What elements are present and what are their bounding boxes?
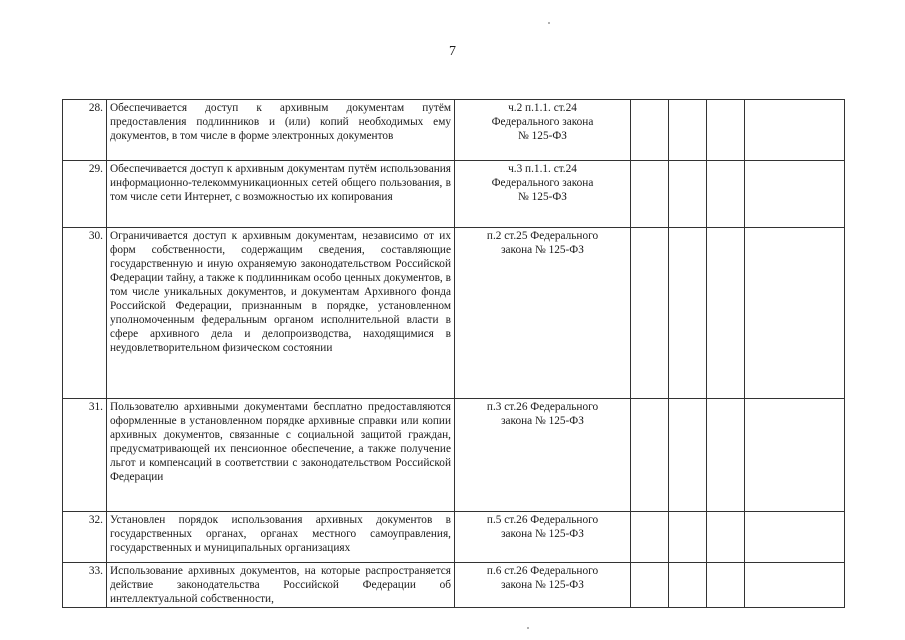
page-number: 7	[449, 44, 456, 59]
answer-cell	[745, 512, 845, 563]
answer-cell	[707, 399, 745, 512]
answer-cell	[707, 563, 745, 608]
answer-cell	[631, 399, 669, 512]
legal-reference-line: п.6 ст.26 Федерального	[486, 565, 599, 577]
legal-reference	[455, 399, 631, 512]
answer-cell	[707, 512, 745, 563]
table-row	[63, 563, 845, 608]
row-number: 32.	[63, 512, 107, 563]
legal-reference	[455, 100, 631, 161]
answer-cell	[631, 563, 669, 608]
legal-reference-line: ч.3 п.1.1. ст.24	[508, 163, 577, 175]
row-number: 31.	[63, 399, 107, 512]
legal-reference-line: закона № 125-ФЗ	[501, 528, 584, 540]
legal-reference-line: закона № 125-ФЗ	[501, 244, 584, 256]
requirement-text: Обеспечивается доступ к архивным документам путём предоставления подлинников и (или) копий необходимых ему документов, в том числе в форме электронных документов	[107, 100, 455, 161]
row-number: 33.	[63, 563, 107, 608]
answer-cell	[669, 563, 707, 608]
table-row	[63, 399, 845, 512]
answer-cell	[631, 161, 669, 228]
legal-reference	[455, 563, 631, 608]
answer-cell	[669, 228, 707, 399]
requirement-text: Обеспечивается доступ к архивным документам путём использования информационно-телекоммуникационных сетей общего пользования, в том числе сети Интернет, с возможностью их копирования	[107, 161, 455, 228]
legal-reference-line: Федерального закона	[491, 116, 594, 128]
legal-reference-line: п.2 ст.25 Федерального	[486, 230, 599, 242]
legal-reference	[455, 228, 631, 399]
answer-cell	[707, 228, 745, 399]
answer-cell	[631, 228, 669, 399]
legal-reference	[455, 512, 631, 563]
table-row	[63, 161, 845, 228]
legal-reference-line: п.3 ст.26 Федерального	[486, 401, 599, 413]
requirement-text: Установлен порядок использования архивных документов в государственных органах, органах местного самоуправления, государственных и муниципальных организациях	[107, 512, 455, 563]
answer-cell	[707, 100, 745, 161]
answer-cell	[669, 399, 707, 512]
legal-reference-line: п.5 ст.26 Федерального	[486, 514, 599, 526]
answer-cell	[745, 228, 845, 399]
answer-cell	[669, 512, 707, 563]
row-number: 30.	[63, 228, 107, 399]
legal-reference-line: закона № 125-ФЗ	[501, 579, 584, 591]
row-number: 29.	[63, 161, 107, 228]
answer-cell	[745, 563, 845, 608]
row-number: 28.	[63, 100, 107, 161]
legal-reference-line: Федерального закона	[491, 177, 594, 189]
table-row	[63, 100, 845, 161]
legal-reference-line: ч.2 п.1.1. ст.24	[508, 102, 577, 114]
checklist-table	[62, 99, 845, 608]
answer-cell	[745, 161, 845, 228]
answer-cell	[631, 512, 669, 563]
table-row	[63, 228, 845, 399]
requirement-text: Использование архивных документов, на которые распространяется действие законодательства Российской Федерации об интеллектуальной собственности,	[107, 563, 455, 608]
legal-reference-line: № 125-ФЗ	[518, 191, 567, 203]
legal-reference-line: № 125-ФЗ	[518, 130, 567, 142]
legal-reference	[455, 161, 631, 228]
table-row	[63, 512, 845, 563]
answer-cell	[669, 100, 707, 161]
requirement-text: Ограничивается доступ к архивным документам, независимо от их форм собственности, содержащим сведения, составляющие государственную и иную охраняемую законодательством Российской Федерации тайну, а также к подлинникам особо ценных документов, в том числе уникальных документов, и документам Архивного фонда Российской Федерации, признанным в порядке, установленном уполномоченным федеральным органом исполнительной власти в сфере архивного дела и делопроизводства, находящимися в неудовлетворительном физическом состоянии	[107, 228, 455, 399]
scan-speck	[527, 627, 529, 629]
answer-cell	[707, 161, 745, 228]
legal-reference-line: закона № 125-ФЗ	[501, 415, 584, 427]
answer-cell	[631, 100, 669, 161]
answer-cell	[745, 399, 845, 512]
answer-cell	[669, 161, 707, 228]
answer-cell	[745, 100, 845, 161]
requirement-text: Пользователю архивными документами бесплатно предоставляются оформленные в установленном порядке архивные справки или копии архивных документов, связанные с социальной защитой граждан, предусматривающей их пенсионное обеспечение, а также получение льгот и компенсаций в соответствии с законодательством Российской Федерации	[107, 399, 455, 512]
scan-speck	[548, 22, 550, 24]
